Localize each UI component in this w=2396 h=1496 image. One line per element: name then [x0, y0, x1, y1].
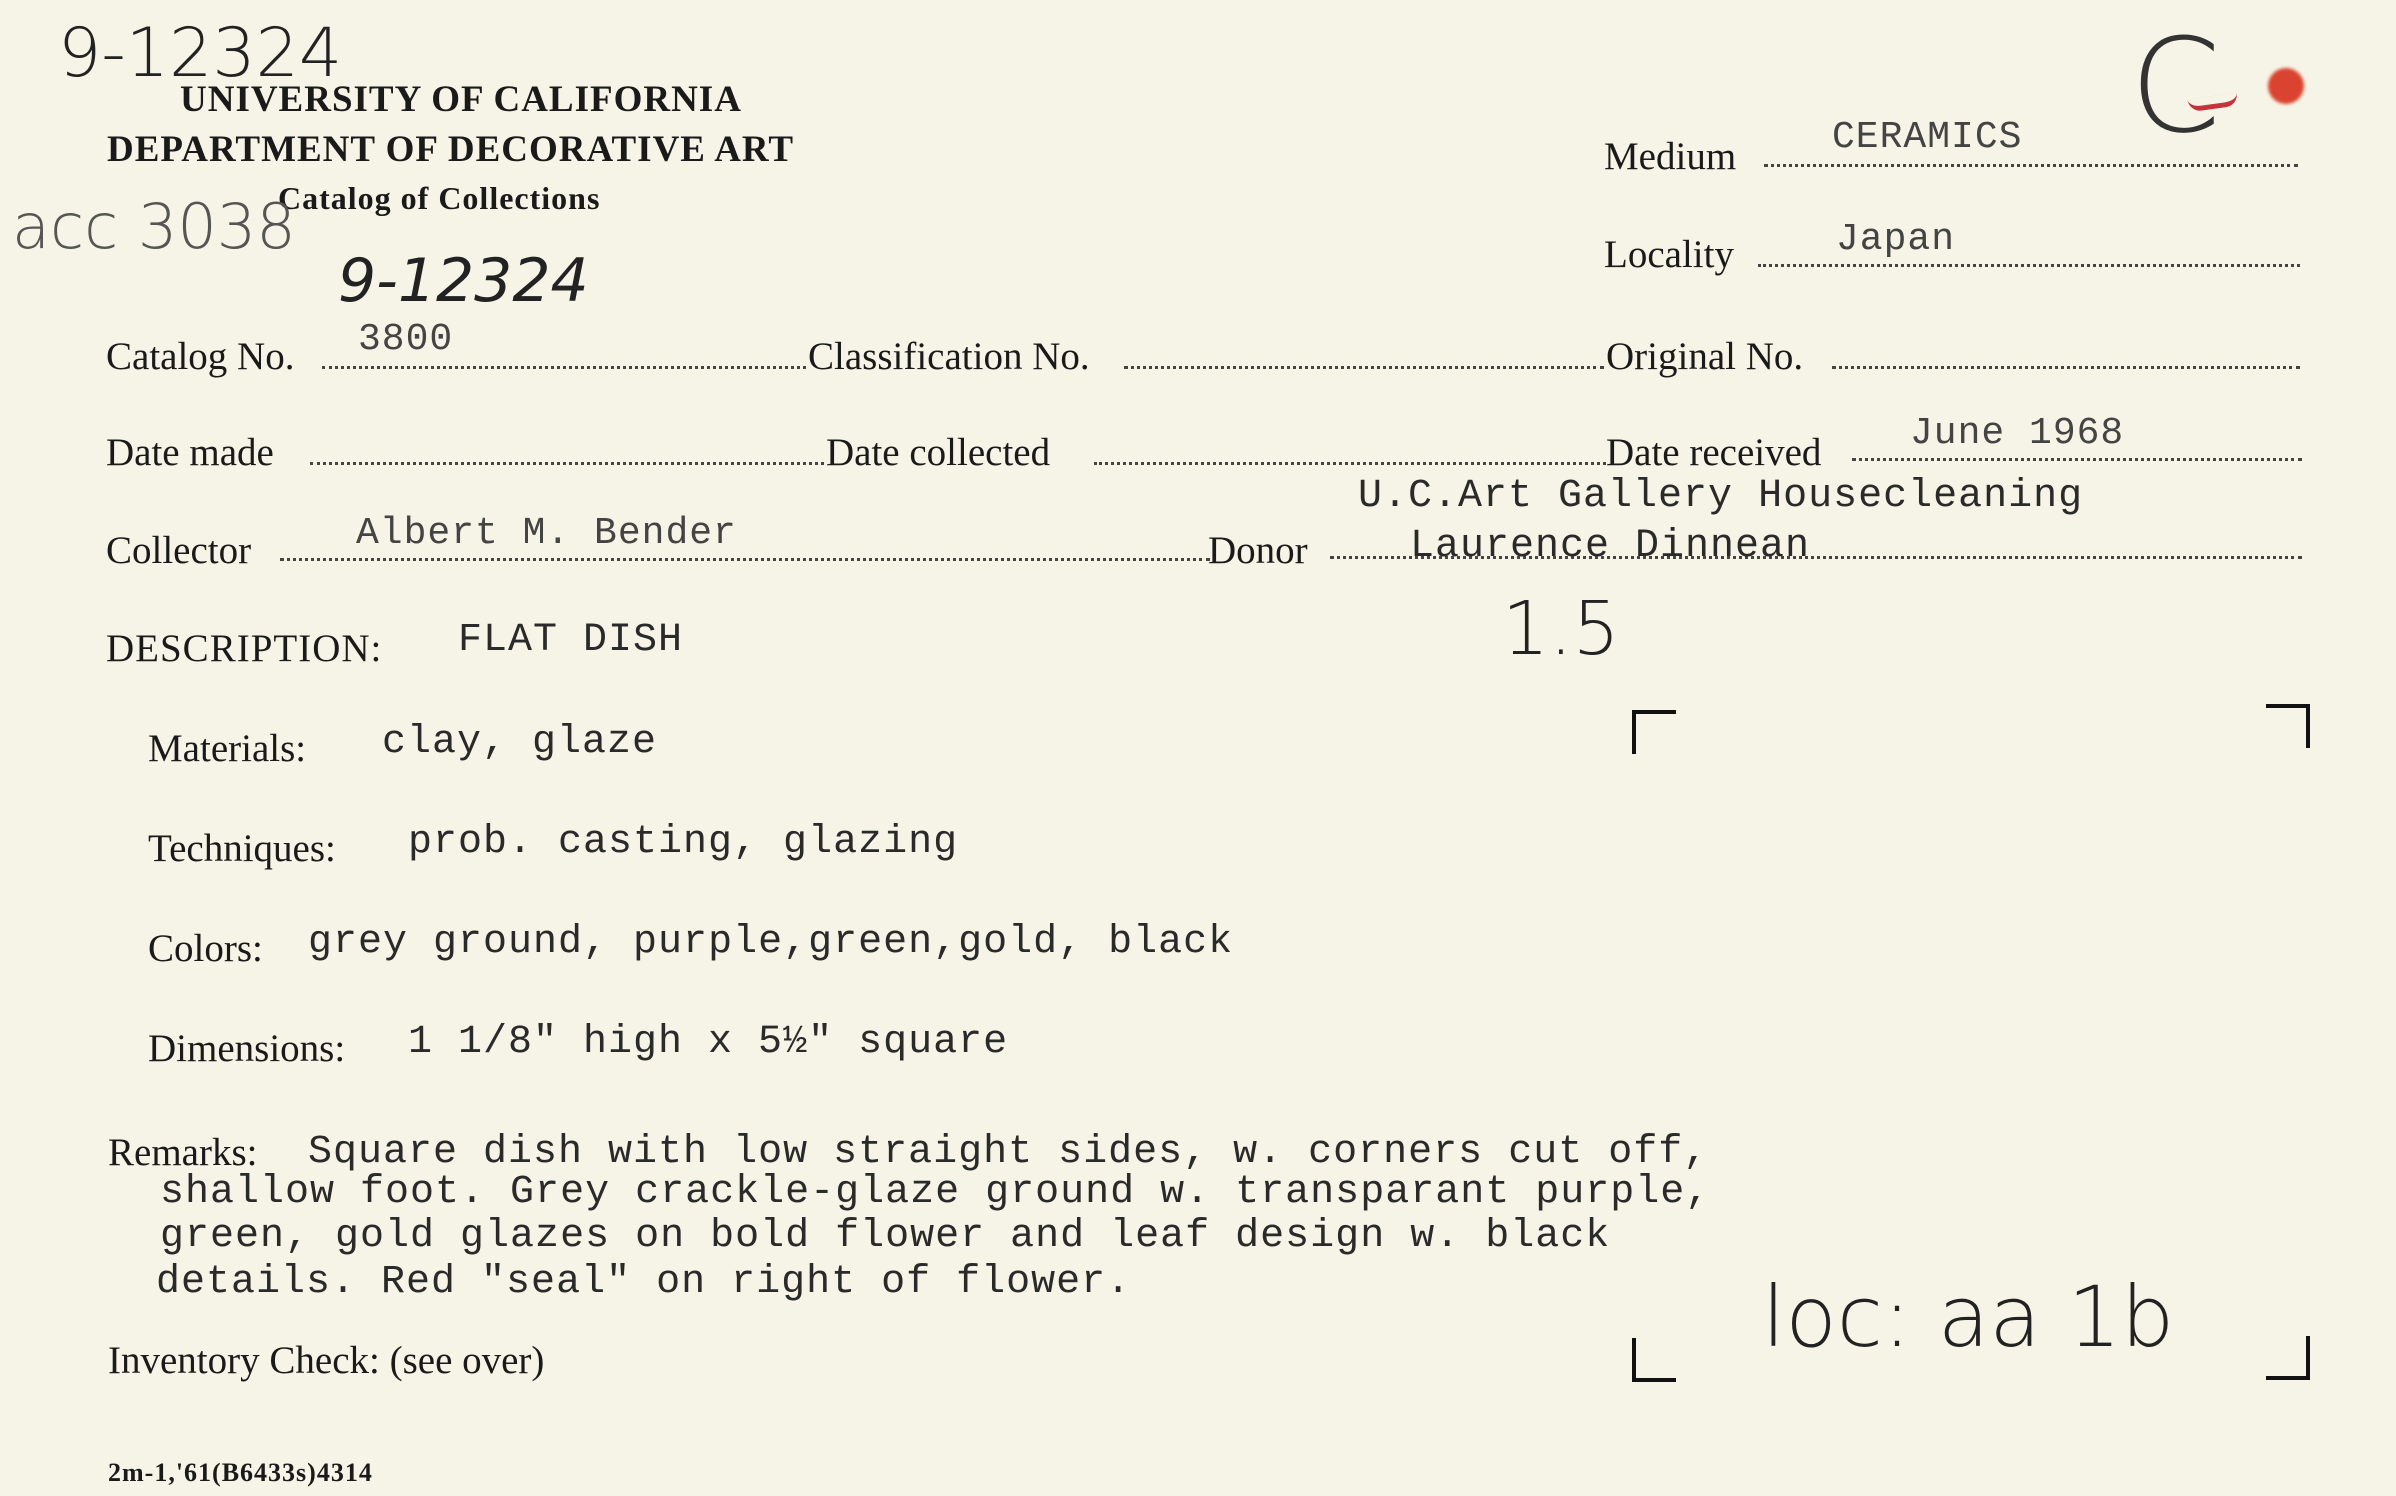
- date-collected-line: [1094, 462, 1606, 465]
- catalog-title: Catalog of Collections: [278, 180, 601, 216]
- remarks-line-1: Square dish with low straight sides, w. corners cut off,: [308, 1130, 1709, 1175]
- classification-no-line: [1124, 366, 1604, 369]
- description-value: FLAT DISH: [458, 618, 684, 663]
- remarks-line-3: green, gold glazes on bold flower and leaf design w. black: [160, 1214, 1611, 1259]
- classification-no-label: Classification No.: [808, 335, 1090, 378]
- materials-value: clay, glaze: [382, 720, 658, 765]
- colors-value: grey ground, purple,green,gold, black: [308, 920, 1234, 965]
- corner-bracket-bottom-right: [2266, 1336, 2310, 1380]
- catalog-no-label: Catalog No.: [106, 335, 295, 378]
- description-label: DESCRIPTION:: [106, 627, 383, 670]
- date-made-line: [310, 462, 824, 465]
- donor-value-line1: U.C.Art Gallery Housecleaning: [1358, 474, 2084, 519]
- handwritten-1-5: 1.5: [1502, 586, 1620, 672]
- collector-value: Albert M. Bender: [356, 512, 737, 555]
- date-received-value: June 1968: [1910, 412, 2125, 455]
- techniques-value: prob. casting, glazing: [408, 820, 959, 865]
- original-no-label: Original No.: [1606, 335, 1804, 378]
- medium-value: CERAMICS: [1832, 116, 2023, 159]
- corner-bracket-top-right: [2266, 704, 2310, 748]
- collector-line: [280, 558, 1210, 561]
- techniques-label: Techniques:: [148, 827, 336, 870]
- inventory-check-label: Inventory Check: (see over): [108, 1339, 545, 1382]
- dimensions-value: 1 1/8" high x 5½" square: [408, 1020, 1009, 1065]
- remarks-line-4: details. Red "seal" on right of flower.: [156, 1260, 1132, 1305]
- collector-label: Collector: [106, 529, 252, 572]
- handwritten-top-number: 9-12324: [58, 14, 343, 93]
- locality-value: Japan: [1836, 218, 1956, 261]
- university-heading: UNIVERSITY OF CALIFORNIA: [180, 79, 742, 120]
- locality-label: Locality: [1604, 233, 1734, 276]
- dimensions-label: Dimensions:: [148, 1027, 346, 1070]
- medium-label: Medium: [1604, 135, 1737, 178]
- original-no-line: [1832, 366, 2300, 369]
- catalog-no-line: [322, 366, 806, 369]
- medium-line: [1764, 164, 2298, 167]
- red-dot-mark: [2268, 68, 2304, 104]
- location-note: loc: aa 1b: [1762, 1268, 2175, 1366]
- materials-label: Materials:: [148, 727, 307, 770]
- date-collected-label: Date collected: [826, 431, 1051, 474]
- corner-bracket-top-left: [1632, 710, 1676, 754]
- remarks-label: Remarks:: [108, 1131, 258, 1174]
- date-made-label: Date made: [106, 431, 274, 474]
- department-heading: DEPARTMENT OF DECORATIVE ART: [107, 129, 795, 170]
- locality-line: [1758, 264, 2300, 267]
- corner-bracket-bottom-left: [1632, 1338, 1676, 1382]
- date-received-label: Date received: [1606, 431, 1822, 474]
- colors-label: Colors:: [148, 927, 263, 970]
- date-received-line: [1852, 458, 2302, 461]
- donor-value-line2: Laurence Dinnean: [1410, 524, 1811, 569]
- corner-c-mark: C: [2130, 10, 2221, 162]
- footer-code: 2m-1,'61(B6433s)4314: [108, 1458, 373, 1487]
- remarks-line-2: shallow foot. Grey crackle-glaze ground w. transparant purple,: [160, 1170, 1711, 1215]
- handwritten-catalog-number: 9-12324: [338, 246, 589, 316]
- catalog-no-value: 3800: [358, 318, 454, 361]
- acc-number: acc 3038: [12, 190, 296, 263]
- donor-label: Donor: [1208, 529, 1308, 572]
